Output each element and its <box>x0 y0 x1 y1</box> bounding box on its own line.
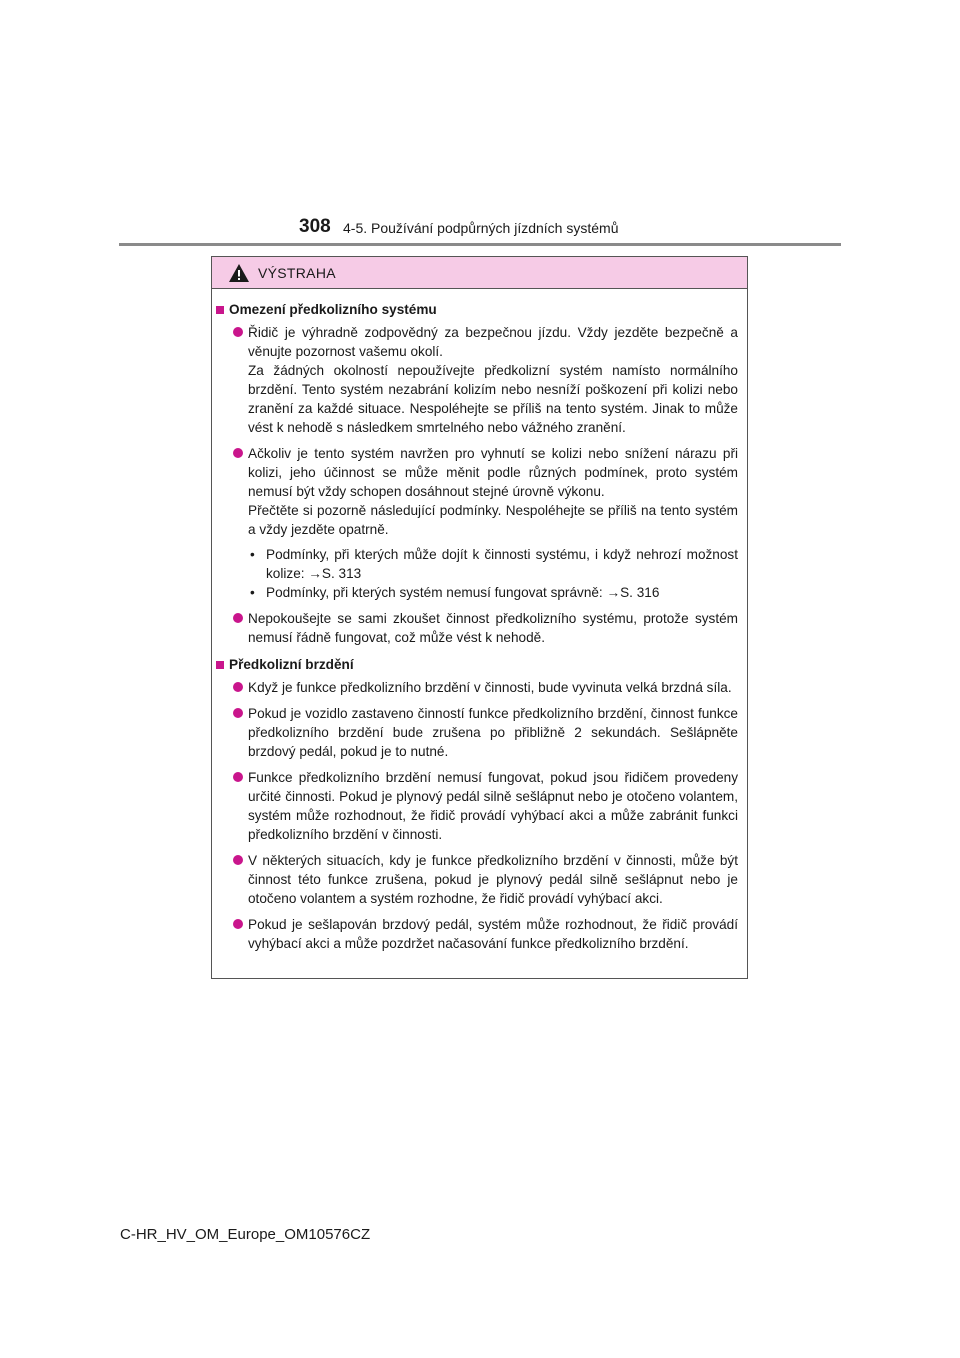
sub-bullet-icon: • <box>250 547 255 562</box>
list-item <box>216 768 738 844</box>
warning-header <box>212 257 747 289</box>
section-title <box>216 655 738 674</box>
sub-item <box>248 545 738 583</box>
paragraph: Pokud je sešlapován brzdový pedál, systém může rozhodnout, že řidič provádí vyhýbací akci a může pozdržet načasování funkce předkolizního brzdění. <box>248 917 738 951</box>
list-item-text <box>248 851 738 908</box>
section-title-text: Omezení předkolizního systému <box>229 302 437 317</box>
warning-section <box>216 655 738 953</box>
sub-bullet-icon: • <box>250 585 255 600</box>
bullet-dot-icon <box>233 708 243 718</box>
list-item <box>216 851 738 908</box>
bullet-dot-icon <box>233 613 243 623</box>
list-item <box>216 678 738 697</box>
header-rule <box>119 243 841 246</box>
list-item-text <box>248 444 738 602</box>
section-title <box>216 300 738 319</box>
list-item <box>216 704 738 761</box>
section-title-text: Předkolizní brzdění <box>229 657 354 672</box>
sub-item-text: Podmínky, při kterých může dojít k činnosti systému, i když nehrozí možnost kolize: →S. 313 <box>266 547 738 581</box>
footer-code: C-HR_HV_OM_Europe_OM10576CZ <box>120 1226 371 1243</box>
bullet-dot-icon <box>233 855 243 865</box>
list-item-text <box>248 323 738 437</box>
paragraph: Ačkoliv je tento systém navržen pro vyhnutí se kolizi nebo snížení nárazu při kolizi, jeho účinnost se může měnit podle různých podmínek, proto systém nemusí být vždy schopen dosáhnout stejné úrovně výkonu. <box>248 446 738 499</box>
list-item <box>216 323 738 437</box>
warning-body <box>212 289 747 953</box>
bullet-dot-icon <box>233 327 243 337</box>
list-item <box>216 444 738 602</box>
list-item-text <box>248 704 738 761</box>
paragraph: Pokud je vozidlo zastaveno činností funkce předkolizního brzdění, činnost funkce předkolizního brzdění bude zrušena po přibližně 2 sekundách. Sešlápněte brzdový pedál, pokud je to nutné. <box>248 706 738 759</box>
list-item <box>216 609 738 647</box>
list-item-text <box>248 609 738 647</box>
list-item-text <box>248 768 738 844</box>
paragraph: V některých situacích, kdy je funkce předkolizního brzdění v činnosti, může být činnost této funkce zrušena, pokud je plynový pedál silně sešlápnut nebo je otočeno volantem a systém rozhodne, že řidič provádí vyhýbací akci. <box>248 853 738 906</box>
bullet-dot-icon <box>233 448 243 458</box>
list-item-text <box>248 915 738 953</box>
warning-triangle-icon <box>228 263 250 283</box>
bullet-dot-icon <box>233 772 243 782</box>
paragraph: Řidič je výhradně zodpovědný za bezpečnou jízdu. Vždy jezděte bezpečně a věnujte pozornost vašemu okolí. <box>248 325 738 359</box>
bullet-dot-icon <box>233 682 243 692</box>
section-square-icon <box>216 306 224 314</box>
page-number: 308 <box>299 216 331 237</box>
paragraph: Za žádných okolností nepoužívejte předkolizní systém namísto normálního brzdění. Tento systém nezabrání kolizím nebo nesníží poškození při kolizi nebo zranění za každé situace. Nespoléhejte se příliš na tento systém. Jinak to může vést k nehodě s následkem smrtelného nebo vážného zranění. <box>248 363 738 435</box>
paragraph: Přečtěte si pozorně následující podmínky. Nespoléhejte se příliš na tento systém a vždy jezděte opatrně. <box>248 503 738 537</box>
list-item <box>216 915 738 953</box>
sub-item-text: Podmínky, při kterých systém nemusí fungovat správně: →S. 316 <box>266 585 660 600</box>
chapter-title: 4-5. Používání podpůrných jízdních systémů <box>343 220 619 236</box>
paragraph: Funkce předkolizního brzdění nemusí fungovat, pokud jsou řidičem provedeny určité činnosti. Pokud je plynový pedál silně sešlápnut nebo je otočeno volantem, systém může rozhodnout, že řidič provádí vyhýbací akci a může zabránit funkci předkolizního brzdění v činnosti. <box>248 770 738 842</box>
section-square-icon <box>216 661 224 669</box>
paragraph: Nepokoušejte se sami zkoušet činnost předkolizního systému, protože systém nemusí řádně fungovat, což může vést k nehodě. <box>248 611 738 645</box>
warning-section <box>216 300 738 647</box>
bullet-dot-icon <box>233 919 243 929</box>
warning-box <box>211 256 748 979</box>
paragraph: Když je funkce předkolizního brzdění v činnosti, bude vyvinuta velká brzdná síla. <box>248 680 732 695</box>
sub-item <box>248 583 738 602</box>
list-item-text <box>248 678 738 697</box>
warning-label: VÝSTRAHA <box>258 264 336 281</box>
